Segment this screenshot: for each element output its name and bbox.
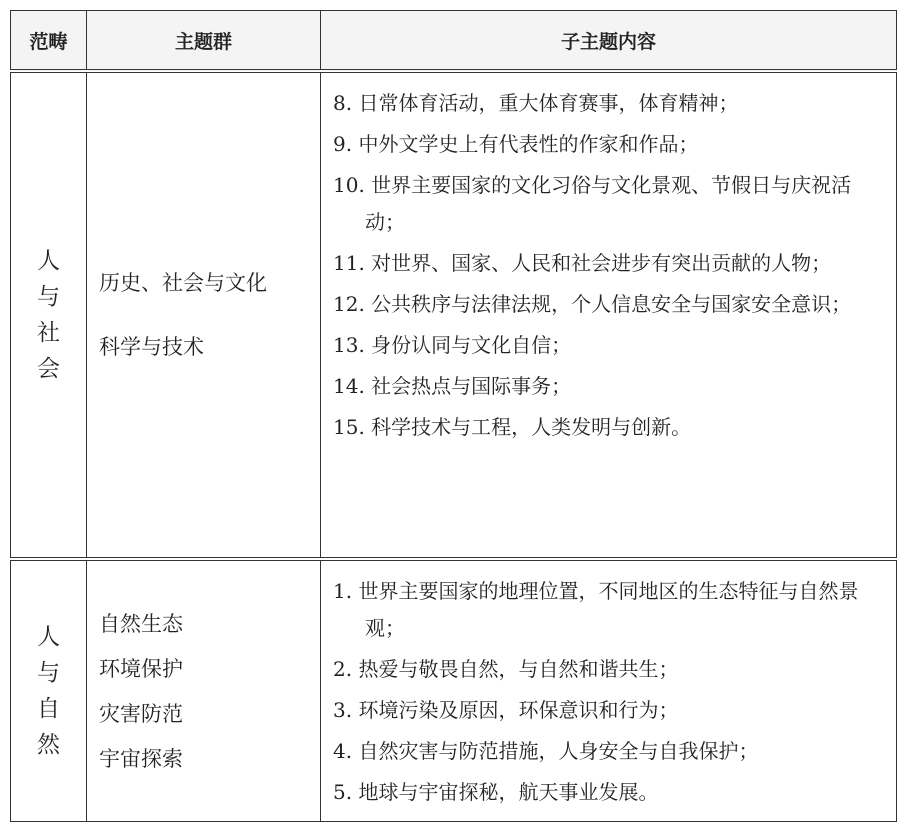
subtopic-item: 10. 世界主要国家的文化习俗与文化景观、节假日与庆祝活动； <box>333 173 852 234</box>
subtopics-cell-society <box>321 71 897 559</box>
subtopic-item: 2. 热爱与敬畏自然，与自然和谐共生； <box>333 657 679 681</box>
category-cell-society <box>11 71 87 559</box>
theme-group-cell-society <box>87 71 321 559</box>
theme-group-item: 科学与技术 <box>99 335 204 359</box>
category-char: 与 <box>37 284 60 310</box>
subtopic-item: 9. 中外文学史上有代表性的作家和作品； <box>333 132 699 156</box>
table-row-nature <box>11 559 897 822</box>
header-row <box>11 11 897 72</box>
category-cell-nature <box>11 559 87 822</box>
theme-group-item: 宇宙探索 <box>99 746 183 771</box>
category-char: 然 <box>37 732 60 758</box>
subtopic-item: 12. 公共秩序与法律法规，个人信息安全与国家安全意识； <box>333 292 852 316</box>
theme-group-item: 历史、社会与文化 <box>99 271 267 295</box>
header-category: 范畴 <box>11 11 87 72</box>
table-row-society <box>11 71 897 559</box>
theme-group-cell-nature <box>87 559 321 822</box>
subtopic-item: 1. 世界主要国家的地理位置，不同地区的生态特征与自然景观； <box>333 579 859 640</box>
subtopic-item: 14. 社会热点与国际事务； <box>333 374 572 398</box>
category-char: 人 <box>37 248 60 274</box>
topic-table <box>10 10 897 822</box>
category-char: 会 <box>37 356 60 382</box>
header-theme-group: 主题群 <box>87 11 321 72</box>
subtopic-item: 4. 自然灾害与防范措施，人身安全与自我保护； <box>333 739 759 763</box>
subtopic-item: 3. 环境污染及原因，环保意识和行为； <box>333 698 679 722</box>
category-char: 社 <box>37 320 60 346</box>
header-subtopics: 子主题内容 <box>321 11 897 72</box>
category-char: 自 <box>37 696 60 722</box>
subtopics-cell-nature <box>321 559 897 822</box>
category-char: 人 <box>37 624 60 650</box>
theme-group-item: 环境保护 <box>99 656 183 681</box>
subtopic-item: 5. 地球与宇宙探秘，航天事业发展。 <box>333 780 659 804</box>
category-char: 与 <box>37 660 60 686</box>
theme-group-item: 自然生态 <box>99 611 183 636</box>
subtopic-item: 15. 科学技术与工程，人类发明与创新。 <box>333 415 692 439</box>
theme-group-item: 灾害防范 <box>99 701 183 726</box>
subtopic-item: 13. 身份认同与文化自信； <box>333 333 572 357</box>
subtopic-item: 8. 日常体育活动，重大体育赛事，体育精神； <box>333 91 739 115</box>
subtopic-item: 11. 对世界、国家、人民和社会进步有突出贡献的人物； <box>333 251 832 275</box>
